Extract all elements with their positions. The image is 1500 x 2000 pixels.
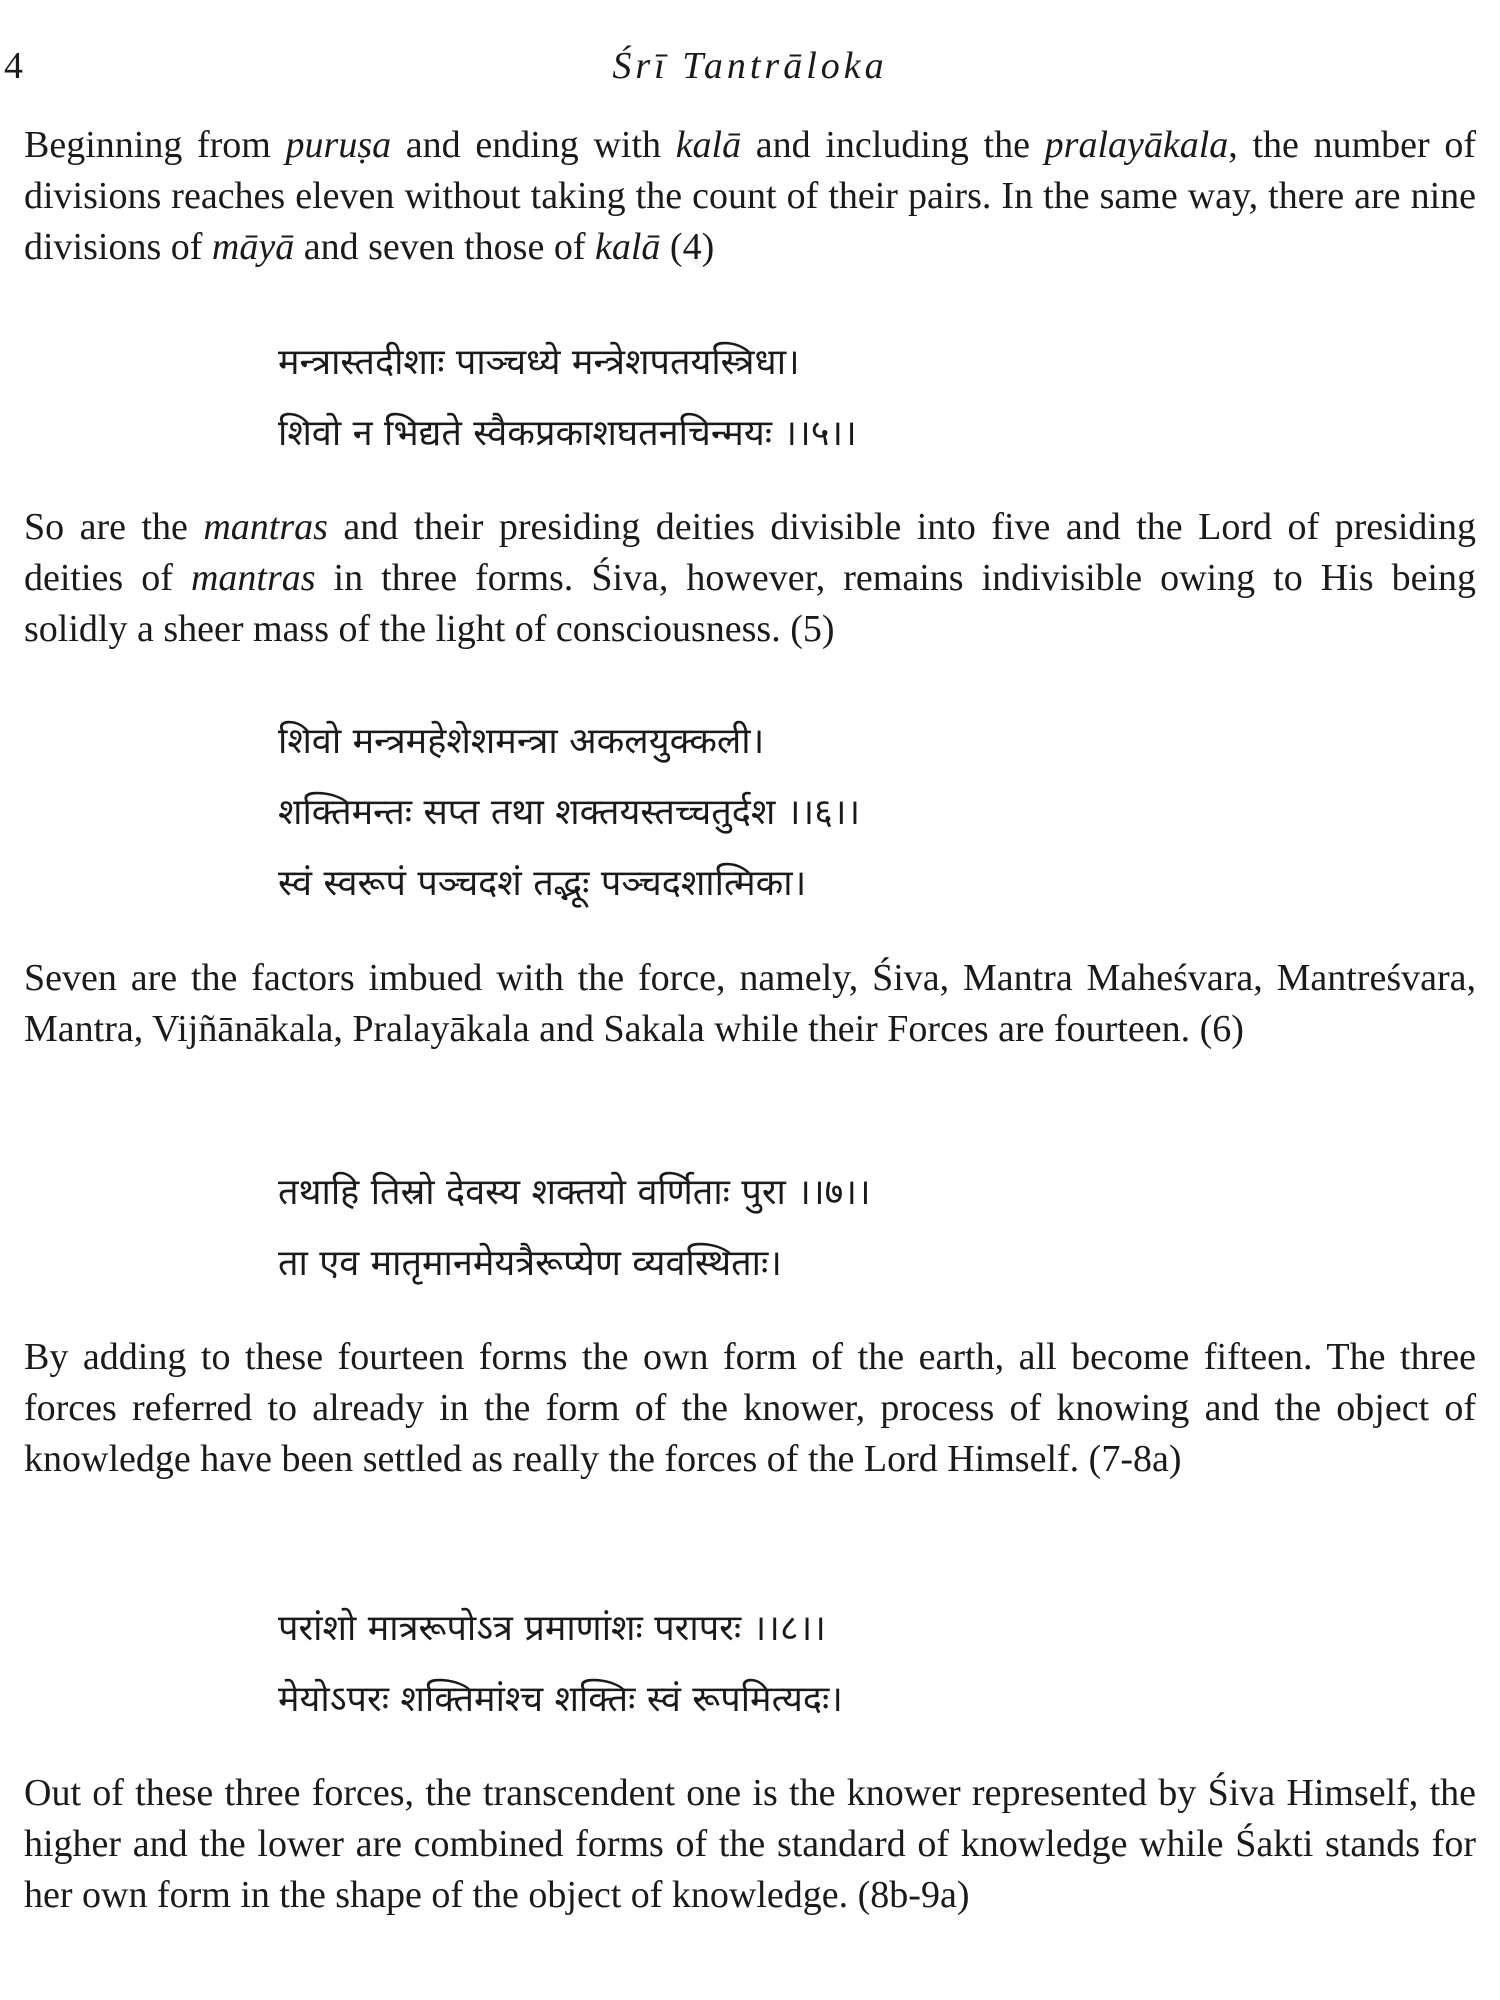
verse-line: तथाहि तिस्रो देवस्य शक्तयो वर्णिताः पुरा ।।७।।: [278, 1172, 871, 1213]
text-run: Beginning from: [24, 124, 286, 166]
sanskrit-verse-8: [278, 1593, 1458, 1735]
prose-paragraph-8b-9a: [24, 1768, 1476, 1921]
text-run: and their presiding deities divisible into five and the Lord of presiding deities of: [24, 506, 1476, 599]
italic-term: mantras: [190, 557, 316, 599]
sanskrit-verse-6: [278, 706, 1458, 919]
text-run: and seven those of: [294, 226, 595, 268]
verse-line: मेयोऽपरः शक्तिमांश्च शक्तिः स्वं रूपमित्यदः।: [278, 1679, 843, 1720]
text-run: and ending with: [391, 124, 676, 166]
italic-term: kalā: [675, 124, 742, 166]
italic-term: māyā: [211, 226, 295, 268]
prose-paragraph-4: [24, 120, 1476, 273]
verse-line: ता एव मातृमानमेयत्रैरूप्येण व्यवस्थिताः।: [278, 1243, 782, 1284]
prose-paragraph-6: [24, 953, 1476, 1055]
verse-line: परांशो मात्ररूपोऽत्र प्रमाणांशः परापरः ।।८।।: [278, 1608, 826, 1649]
text-run: So are the: [24, 506, 204, 548]
text-run: and including the: [741, 124, 1045, 166]
sanskrit-verse-7: [278, 1157, 1458, 1299]
running-title: Śrī Tantrāloka: [612, 45, 888, 87]
italic-term: puruṣa: [285, 124, 392, 166]
italic-term: mantras: [203, 506, 328, 548]
page-header: [0, 36, 1500, 96]
prose-paragraph-7-8a: [24, 1332, 1476, 1485]
text-run: By adding to these fourteen forms the own form of the earth, all become fifteen. The three forces referred to already in the form of the knower, process of knowing and the object of knowledge have been settled as really the forces of the Lord Himself. (7-8a): [24, 1336, 1476, 1480]
verse-line: स्वं स्वरूपं पञ्चदशं तद्भूः पञ्चदशात्मिका।: [278, 863, 807, 904]
text-run: Seven are the factors imbued with the force, namely, Śiva, Mantra Maheśvara, Mantreśvara, Mantra, Vijñānākala, Pralayākala and Sakala while their Forces are fourteen. (6): [24, 957, 1476, 1050]
page-number: 4: [4, 45, 23, 87]
italic-term: pralayākala: [1044, 124, 1229, 166]
text-run: (4): [660, 226, 715, 268]
verse-line: शिवो मन्त्रमहेशेशमन्त्रा अकलयुक्कली।: [278, 721, 765, 762]
text-run: in three forms. Śiva, however, remains indivisible owing to His being solidly a sheer mass of the light of consciousness. (5): [24, 557, 1476, 650]
verse-line: शिवो न भिद्यते स्वैकप्रकाशघतनचिन्मयः ।।५।।: [278, 413, 857, 454]
text-run: , the number of divisions reaches eleven without taking the count of their pairs. In the same way, there are nine divisions of: [24, 124, 1476, 268]
prose-paragraph-5: [24, 502, 1476, 655]
text-run: Out of these three forces, the transcendent one is the knower represented by Śiva Himself, the higher and the lower are combined forms of the standard of knowledge while Śakti stands for her own form in the shape of the object of knowledge. (8b-9a): [24, 1772, 1476, 1916]
italic-term: kalā: [594, 226, 661, 268]
verse-line: शक्तिमन्तः सप्त तथा शक्तयस्तच्चतुर्दश ।।६।।: [278, 792, 861, 833]
sanskrit-verse-5: [278, 327, 1458, 469]
verse-line: मन्त्रास्तदीशाः पाञ्चध्ये मन्त्रेशपतयस्त्रिधा।: [278, 342, 800, 383]
